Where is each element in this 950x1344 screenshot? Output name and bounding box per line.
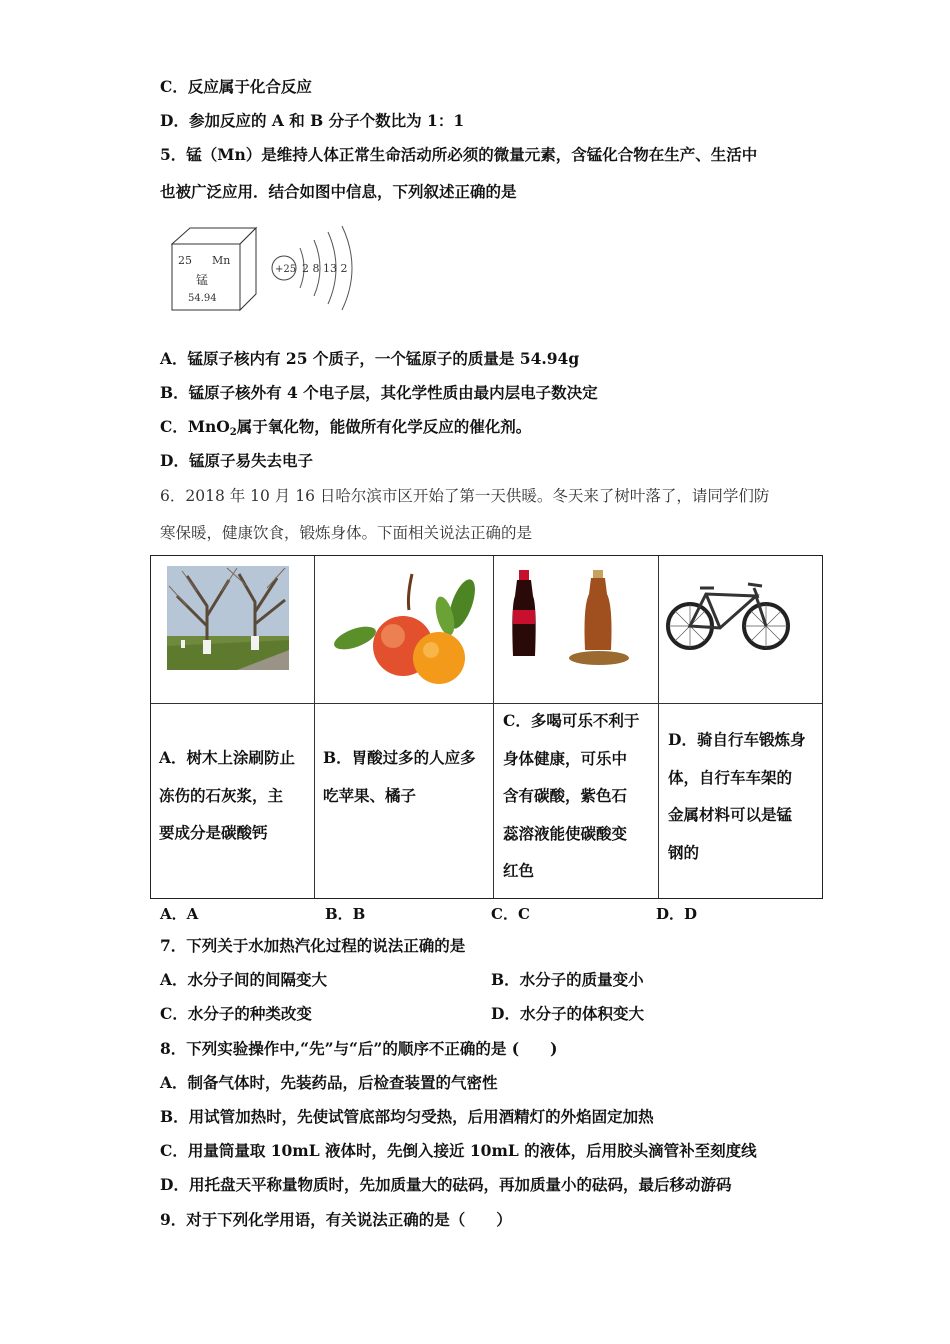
cell-line: 吃苹果、橘子 xyxy=(323,785,417,805)
cola-bottles-image xyxy=(507,566,647,674)
q8-option-c: C．用量筒量取 10mL 液体时，先倒入接近 10mL 的液体，后用胶头滴管补至刻度线 xyxy=(160,1141,757,1160)
element-name: 锰 xyxy=(196,273,209,287)
q6-stem-line2: 寒保暖，健康饮食，锻炼身体。下面相关说法正确的是 xyxy=(160,524,533,542)
cell-line: 含有碳酸，紫色石 xyxy=(503,786,628,805)
element-mass: 54.94 xyxy=(188,293,217,304)
q6-option-b-text xyxy=(323,739,493,814)
nucleus-charge: +25 xyxy=(275,264,297,275)
cell-line: 体，自行车车架的 xyxy=(668,767,793,787)
option-d-prev: D．参加反应的 A 和 B 分子个数比为 1：1 xyxy=(160,111,465,130)
element-symbol: Mn xyxy=(212,254,231,267)
q6-answer-b[interactable]: B．B xyxy=(325,905,366,923)
q7-option-d: D．水分子的体积变大 xyxy=(491,1004,644,1023)
element-number: 25 xyxy=(178,254,192,267)
q5-stem-line2: 也被广泛应用．结合如图中信息，下列叙述正确的是 xyxy=(160,182,517,201)
atom-structure-figure xyxy=(268,222,368,314)
cell-line: A．树木上涂刷防止 xyxy=(159,748,296,767)
q6-option-c-text xyxy=(503,702,655,890)
q7-option-b: B．水分子的质量变小 xyxy=(491,970,644,989)
cell-line: B．胃酸过多的人应多 xyxy=(323,748,476,767)
q6-stem-line1: 6．2018 年 10 月 16 日哈尔滨市区开始了第一天供暖。冬天来了树叶落了，请同学们防 xyxy=(160,487,770,505)
q7-option-c: C．水分子的种类改变 xyxy=(160,1004,312,1023)
q9-stem: 9．对于下列化学用语，有关说法正确的是（ ） xyxy=(160,1210,512,1229)
element-card-figure xyxy=(168,222,260,314)
q6-answer-a[interactable]: A．A xyxy=(160,905,199,923)
cell-line: 要成分是碳酸钙 xyxy=(159,823,268,842)
option-c-prev: C．反应属于化合反应 xyxy=(160,77,312,96)
bicycle-image xyxy=(666,572,790,658)
cell-line: 冻伤的石灰浆，主 xyxy=(159,785,284,805)
q8-option-d: D．用托盘天平称量物质时，先加质量大的砝码，再加质量小的砝码，最后移动游码 xyxy=(160,1175,732,1194)
q6-answer-d[interactable]: D．D xyxy=(656,905,698,923)
q5-option-d: D．锰原子易失去电子 xyxy=(160,451,313,470)
cell-line: 钢的 xyxy=(668,842,700,862)
q6-option-d-text xyxy=(668,721,818,871)
cell-line: 金属材料可以是锰 xyxy=(668,805,793,824)
q6-options-table xyxy=(150,555,823,899)
q7-option-a: A．水分子间的间隔变大 xyxy=(160,970,328,989)
cell-line: C．多喝可乐不利于 xyxy=(503,711,640,730)
cell-line: 身体健康，可乐中 xyxy=(503,748,628,768)
cell-line: D．骑自行车锻炼身 xyxy=(668,730,806,749)
electron-shells: 2 8 13 2 xyxy=(302,262,348,275)
q8-stem: 8．下列实验操作中,“先”与“后”的顺序不正确的是 ( ) xyxy=(160,1039,558,1058)
q5-stem-line1: 5．锰（Mn）是维持人体正常生命活动所必须的微量元素，含锰化合物在生产、生活中 xyxy=(160,145,758,164)
trees-image xyxy=(167,566,289,674)
q5-option-c: C．MnO$_2$属于氧化物，能做所有化学反应的催化剂。 xyxy=(160,417,532,438)
apple-orange-image xyxy=(327,566,477,690)
q6-option-a-text xyxy=(159,739,311,852)
q5-option-a: A．锰原子核内有 25 个质子，一个锰原子的质量是 54.94g xyxy=(160,349,580,368)
q5-option-b: B．锰原子核外有 4 个电子层，其化学性质由最内层电子数决定 xyxy=(160,383,598,402)
q8-option-b: B．用试管加热时，先使试管底部均匀受热，后用酒精灯的外焰固定加热 xyxy=(160,1107,654,1126)
q7-stem: 7．下列关于水加热汽化过程的说法正确的是 xyxy=(160,936,466,955)
q8-option-a: A．制备气体时，先装药品，后检查装置的气密性 xyxy=(160,1073,498,1092)
cell-line: 红色 xyxy=(503,861,535,880)
cell-line: 蕊溶液能使碳酸变 xyxy=(503,823,628,843)
q6-answer-c[interactable]: C．C xyxy=(491,905,530,923)
